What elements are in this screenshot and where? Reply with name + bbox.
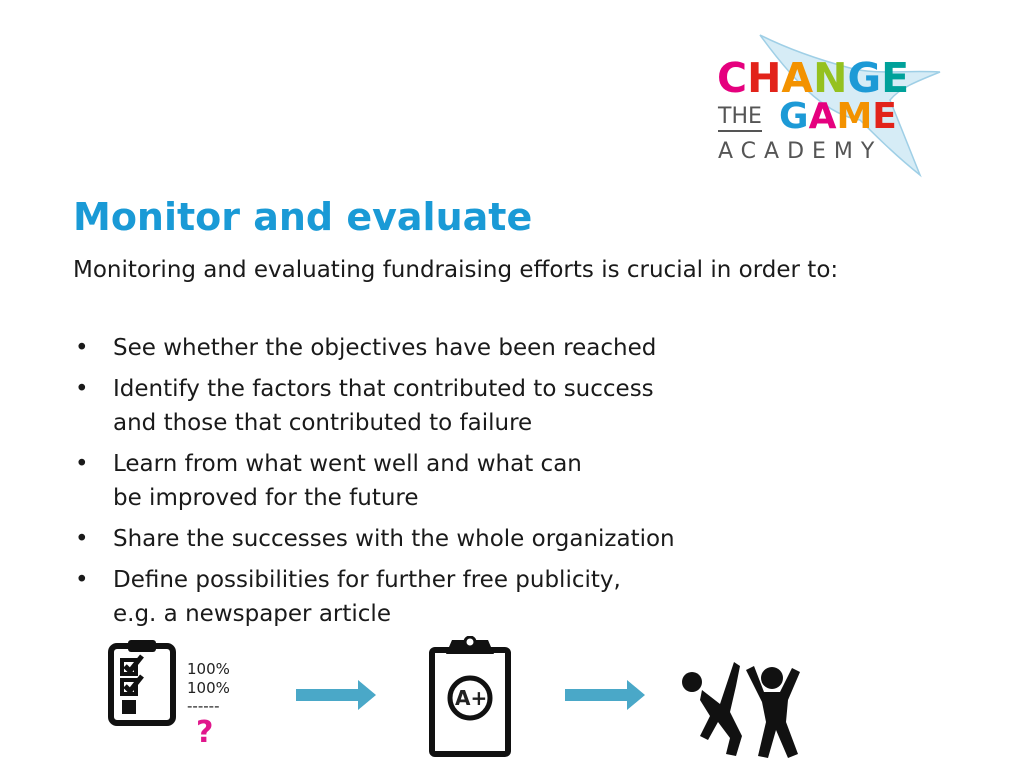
bullet-list bbox=[73, 331, 675, 638]
bullet-dot: • bbox=[75, 526, 89, 552]
slide-title: Monitor and evaluate bbox=[73, 195, 533, 239]
logo-letter: A bbox=[808, 96, 837, 137]
bullet-text-line: e.g. a newspaper article bbox=[113, 601, 391, 627]
bullet-text-line: Learn from what went well and what can bbox=[113, 451, 582, 477]
logo-letter: G bbox=[847, 54, 882, 102]
bullet-text-line: be improved for the future bbox=[113, 485, 419, 511]
bullet-text-line: Identify the factors that contributed to success bbox=[113, 376, 654, 402]
arrow-right-icon bbox=[565, 678, 647, 712]
bullet-dot: • bbox=[75, 376, 89, 402]
bullet-text-line: and those that contributed to failure bbox=[113, 410, 533, 436]
bullet-dot: • bbox=[75, 335, 89, 361]
logo-letter: A bbox=[781, 54, 814, 102]
logo-change-text bbox=[717, 54, 910, 102]
logo-letter: G bbox=[779, 96, 809, 137]
bullet-dot: • bbox=[75, 567, 89, 593]
bullet-text-line: See whether the objectives have been reached bbox=[113, 335, 657, 361]
checklist-value-1: 100% bbox=[187, 660, 230, 678]
bullet-text-line: Define possibilities for further free publicity, bbox=[113, 567, 621, 593]
checklist-value-3: ------ bbox=[187, 697, 220, 715]
logo-letter: E bbox=[881, 54, 910, 102]
arrow-right-icon bbox=[296, 678, 378, 712]
bullet-item bbox=[73, 331, 675, 365]
bullet-item bbox=[73, 447, 675, 515]
checklist-value-2: 100% bbox=[187, 679, 230, 697]
change-the-game-academy-logo bbox=[700, 30, 945, 180]
logo-letter: N bbox=[813, 54, 848, 102]
bullet-item bbox=[73, 522, 675, 556]
logo-letter: C bbox=[717, 54, 748, 102]
intro-text: Monitoring and evaluating fundraising efforts is crucial in order to: bbox=[73, 257, 839, 283]
logo-the-text: THE bbox=[718, 106, 762, 132]
logo-game-text bbox=[779, 96, 897, 137]
bullet-text-line: Share the successes with the whole organization bbox=[113, 526, 675, 552]
grade-label: A+ bbox=[455, 686, 488, 710]
checklist-icon bbox=[108, 638, 176, 726]
bullet-item bbox=[73, 563, 675, 631]
logo-academy-text: ACADEMY bbox=[718, 139, 883, 164]
logo-letter: E bbox=[872, 96, 897, 137]
celebrating-people-icon bbox=[680, 660, 804, 760]
process-illustration bbox=[0, 630, 1024, 768]
logo-letter: M bbox=[836, 96, 873, 137]
question-mark: ? bbox=[196, 715, 214, 750]
logo-letter: H bbox=[747, 54, 782, 102]
bullet-dot: • bbox=[75, 451, 89, 477]
bullet-item bbox=[73, 372, 675, 440]
